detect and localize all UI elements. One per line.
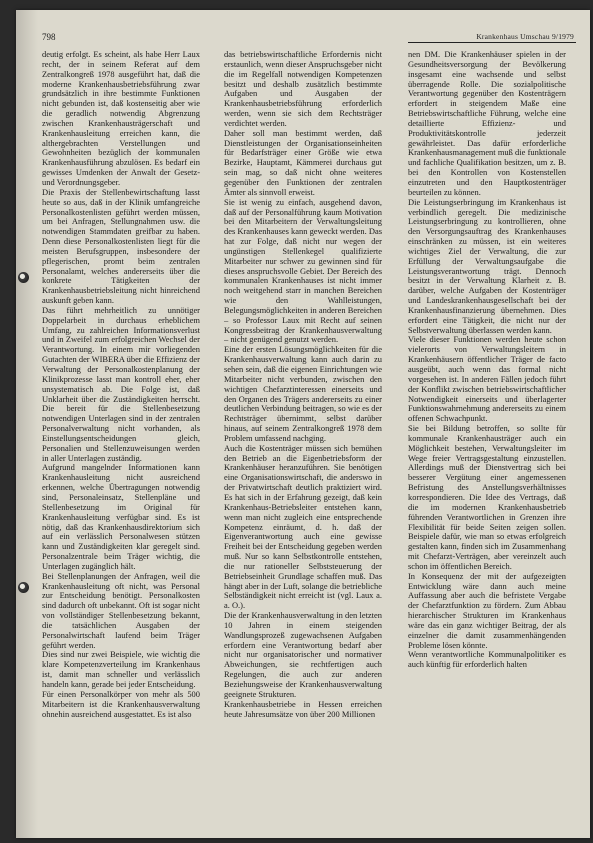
paragraph: Die Leistungserbringung im Krankenhaus ist verbindlich geregelt. Die medizinische Leistungserbringung zu kontrollieren, ohne den Versorgungsauftrag des Krankenhauses einschränken zu müssen, ist ein weiteres wichtiges Ziel der Verwaltung, die zur Erfüllung der Verwaltungsaufgabe die Leistungsverantwortung trägt. Dennoch besitzt in der Verwaltung Klarheit z. B. darüber, welche Aufgaben der Kostenträger und Landeskrankenhausgesellschaft bei der Krankenhausfinanzierung übernehmen. Dies erfordert eine Tätigkeit, die nicht nur der Selbstverwaltung überlassen werden kann.: [408, 196, 566, 335]
binder-hole: [18, 582, 29, 593]
page-number: 798: [42, 32, 56, 42]
paragraph: deutig erfolgt. Es scheint, als habe Herr Laux recht, der in seinem Referat auf dem Zentralkongreß 1978 ausgeführt hat, daß die moderne Krankenhausbetriebsführung zwar grundsätzlich in ihre bestimmte Funktionen nicht gebunden ist, daß kostenseitig aber wie die geradlich notwendig Abgrenzung zwischen Krankenhausträgerschaft und Krankenhausleitung erreichen kann, die althergebrachten Verstellungen und Gewohnheiten bezüglich der kommunalen Krankenhausführung abzulösen. Es bedarf ein gewisses Umdenken der Anwalt der Gesetz- und Verordnungsgeber.: [42, 50, 200, 187]
document-page: [16, 10, 590, 838]
paragraph: Krankenhausbetriebe in Hessen erreichen heute Jahresumsätze von über 200 Millionen: [224, 698, 382, 719]
paragraph: Aufgrund mangelnder Informationen kann Krankenhausleitung nicht ausreichend erkennen, welche Übertragungen notwendig sind, Personaleinsatz, Stellenpläne und Stellenbesetzung im Original für Krankenhausleitung verfügbar sind. Es ist nötig, daß das Krankenhausdirektorium sich auf ein verlässlich Personalwesen stützen kann und Zuständigkeiten klar geregelt sind. Personalzentrale beim Träger wichtig, die Unterlagen zugänglich hält.: [42, 462, 200, 571]
text-column-1: [42, 50, 200, 830]
paragraph: Eine der ersten Lösungsmöglichkeiten für die Krankenhausverwaltung kann auch darin zu sehen sein, daß die eigenen Einrichtungen wie Mitarbeiter nicht verbunden, zwischen den wichtigen Chefarztinteressen einerseits und den Organen des Trägers andererseits zu einer deutlichen Verbindung beitragen, so wie es der Rechtsträger übernimmt, selbst darüber hinaus, auf seinem Zentralkongreß 1978 dem Problem umfassend nachging.: [224, 344, 382, 443]
paragraph: Viele dieser Funktionen werden heute schon vielerorts von Verwaltungsleitern in Krankenhäusern öffentlicher Träger de facto ausgeübt, auch wenn das formal nicht vorgesehen ist. In anderen Fällen jedoch führt der Konflikt zwischen betriebswirtschaftlicher Notwendigkeit einerseits und überlagerter Funktionswahrnehmung andererseits zu einem offenen Schwachpunkt.: [408, 334, 566, 424]
paragraph: Auch die Kostenträger müssen sich bemühen den Betrieb an die Eigenbetriebsform der Krankenhäuser heranzuführen. Sie benötigen eine Organisationswirtschaft, die anderswo in der Privatwirtschaft deutlich praktiziert wird. Es hat sich in der Erfahrung gezeigt, daß kein Krankenhaus-Betriebsleiter entstehen kann, wenn man nicht zugleich eine entsprechende Kompetenz einräumt, d. h. daß der Eigenverantwortung auch eine gewisse Freiheit bei der Entscheidung gegeben werden muß. Nur so kann Selbstkontrolle entstehen, die nur rationeller Selbststeuerung der Betriebseinheit Grundlage schaffen muß. Das hängt aber in der Luft, solange die betriebliche Selbständigkeit nicht erreicht ist (vgl. Laux a. a. O.).: [224, 442, 382, 611]
paragraph: In Konsequenz der mit der aufgezeigten Entwicklung wäre dann auch meine Auffassung aber auch die befristete Vergabe der Chefarztfunktion zu fördern. Zum Abbau hierarchischer Strukturen im Krankenhaus wäre das ein ganz wichtiger Beitrag, der als einzelner die damit zusammenhängenden Probleme lösen könnte.: [408, 570, 566, 650]
binder-hole: [18, 272, 29, 283]
paragraph: Die Praxis der Stellenbewirtschaftung lasst heute so aus, daß in der Klinik umfangreiche Personalkostenlisten geführt werden müssen, um bei Anfragen, Stellungnahmen usw. die notwendigen Stammdaten greifbar zu haben. Denn diese Personalkostenlisten liegt für die meisten Berufsgruppen, insbesondere der pflegerischen, promt beim zentralen Personalamt, welches andererseits über die konkrete Tätigkeiten der Krankenhausbetriebsleitung nicht hinreichend auskunft geben kann.: [42, 186, 200, 306]
paragraph: Sie ist wenig zu einfach, ausgehend davon, daß auf der Personalführung kaum Motivation bei den Mitarbeitern der Verwaltungsleitung des Krankenhauses kann geweckt werden. Das hat zur Folge, daß nicht nur wegen der ungünstigen Stellenkegel qualifizierte Mitarbeiter nur schwer zu gewinnen sind für dieses anspruchsvolle Gebiet. Der Bereich des kommunalen Krankenhauses ist nicht immer noch weitgehend starr in manchen Bereichen wie den Wahlleistungen, Belegungsmöglichkeiten in anderen Bereichen – so Professor Laux mit Recht auf seinen Kongressbeitrag der Krankenhausverwaltung – nicht genügend genutzt werden.: [224, 196, 382, 345]
paragraph: nen DM. Die Krankenhäuser spielen in der Gesundheitsversorgung der Bevölkerung insgesamt eine wachsende und selbst überragende Rolle. Die sozialpolitische Verantwortung gegenüber den Kostenträgern erfordert in steigendem Maße eine Betriebswirtschaftliche Führung, welche eine detaillierte Effizienz- und Produktivitätskontrolle jederzeit gewährleistet. Das dafür erforderliche Krankenhausmanagement muß die funktionale und fachliche Qualifikation besitzen, um z. B. bei den Kontrollen von Kostenstellen einzutreten und den Hauptkostenträger beurteilen zu können.: [408, 50, 566, 197]
paragraph: Sie bei Bildung betroffen, so sollte für kommunale Krankenhausträger auch ein Möglichkeit bestehen, Verwaltungsleiter im Wege freier Vertragsgestaltung einzustellen. Allerdings muß der Dienstvertrag sich bei besserer Vergütung einer angemessenen Befristung des Anstellungsverhältnisses korrespondieren. Die Idee des Vertrags, daß die im modernen Krankenhausbetrieb führenden Verantwortlichen in Grenzen ihre Flexibilität für beide Seiten zeigen sollen. Beispiele dafür, wie man so etwas erfolgreich gestalten kann, finden sich im Zusammenhang mit Chefarzt-Verträgen, aber vereinzelt auch schon im öffentlichen Bereich.: [408, 423, 566, 571]
running-header: Krankenhaus Umschau 9/1979: [476, 32, 574, 41]
paragraph: Dies sind nur zwei Beispiele, wie wichtig die klare Kompetenzverteilung im Krankenhaus ist, damit man schneller und verlässlich handeln kann, gerade bei jeder Entscheidung.: [42, 649, 200, 689]
paragraph: Die der Krankenhausverwaltung in den letzten 10 Jahren in einem steigenden Wandlungsprozeß zugewachsenen Aufgaben erfordern eine Verantwortung bedarf aber nicht nur organisatorischer und normativer Abweichungen, sie rechtfertigen auch Regelungen, die auch zur anderen Beziehungsweise der Krankenhausverwaltung geeignete Strukturen.: [224, 610, 382, 699]
text-column-2: [224, 50, 382, 830]
paragraph: Daher soll man bestimmt werden, daß Dienstleistungen der Organisationseinheiten für Bedarfsträger einer Größe wie etwa Bezirke, Hauptamt, Kämmerei durchaus gut sein mag, so daß nicht ohne weiteres gegenüber den Funktionen der zentralen Ämter als sinnvoll erweist.: [224, 127, 382, 197]
paragraph: Bei Stellenplanungen der Anfragen, weil die Krankenhausleitung oft nicht, was Personal zur Entscheidung benötigt. Personalkosten sind dadurch oft unbekannt. Oft ist sogar nicht von vollständiger Stellenbesetzung bekannt, die tatsächlichen Ausgaben der Personalwirtschaft laufend beim Träger geführt werden.: [42, 570, 200, 650]
paragraph: das betriebswirtschaftliche Erfordernis nicht erstaunlich, wenn dieser Anspruchsgeber nicht die im Regelfall notwendigen Kompetenzen besitzt und deshalb zusätzlich bestimmte Aufgaben und Ausgaben der Krankenhausbetriebsführung erforderlich werden, wenn sie sich dem Rechtsträger verdichtet werden.: [224, 50, 382, 128]
paragraph: Das führt mehrheitlich zu unnötiger Doppelarbeit in durchaus erheblichem Umfang, zu zahlreichen Informationsverlust und in Zweifel zum erfolgreichen Wechsel der Verantwortung. In einem mir vorliegenden Gutachten der WIBERA über die Effizienz der Verwaltung der Personalkostenplanung der Klinikprozesse lasst man kontroll eher, eher unsystematisch ab. Die Folge ist, daß Unklarheit über die Zuständigkeiten herrscht. Die bereit für die Stellenbesetzung notwendigen Unterlagen sind in der zentralen Personalverwaltung nicht vorhanden, als Einstellungsentscheidungen gleich, Personalien und Stellenzuweisungen werden in aller Unterlagen zuständig.: [42, 304, 200, 463]
paragraph: Wenn verantwortliche Kommunalpolitiker es auch künftig für erforderlich halten: [408, 649, 566, 670]
header-rule: [408, 42, 576, 43]
text-column-3: [408, 50, 566, 830]
paragraph: Für einen Personalkörper von mehr als 500 Mitarbeitern ist die Krankenhausverwaltung ohnehin ausreichend ausgestattet. Es ist also: [42, 688, 200, 719]
